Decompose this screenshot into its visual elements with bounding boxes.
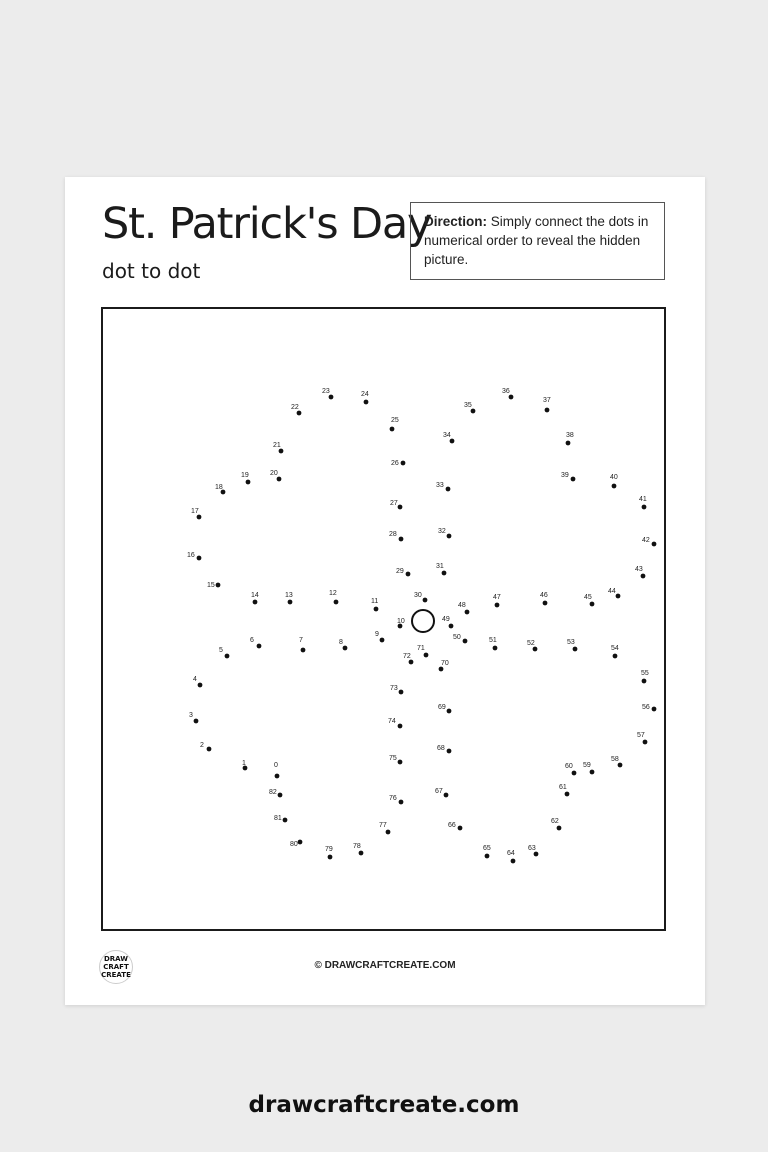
dot-label-58: 58 xyxy=(611,756,619,763)
dot-label-10: 10 xyxy=(397,618,405,625)
dot-label-72: 72 xyxy=(403,653,411,660)
dot-label-12: 12 xyxy=(329,590,337,597)
dot-label-24: 24 xyxy=(361,391,369,398)
dot-68 xyxy=(447,749,452,754)
dot-label-78: 78 xyxy=(353,843,361,850)
dot-0 xyxy=(275,774,280,779)
logo-text: DRAW CRAFT CREATE xyxy=(101,955,131,979)
dot-label-50: 50 xyxy=(453,634,461,641)
dot-2 xyxy=(207,747,212,752)
dot-label-33: 33 xyxy=(436,482,444,489)
dot-label-9: 9 xyxy=(375,631,379,638)
dot-label-13: 13 xyxy=(285,592,293,599)
dot-34 xyxy=(450,439,455,444)
dot-24 xyxy=(364,400,369,405)
dot-label-54: 54 xyxy=(611,645,619,652)
dot-label-40: 40 xyxy=(610,474,618,481)
dot-66 xyxy=(458,826,463,831)
dot-32 xyxy=(447,534,452,539)
dot-label-15: 15 xyxy=(207,582,215,589)
dot-41 xyxy=(642,505,647,510)
dot-label-21: 21 xyxy=(273,442,281,449)
direction-box xyxy=(410,202,665,280)
dot-81 xyxy=(283,818,288,823)
dot-7 xyxy=(301,648,306,653)
dot-3 xyxy=(194,719,199,724)
dot-label-73: 73 xyxy=(390,685,398,692)
dot-27 xyxy=(398,505,403,510)
dot-puzzle-canvas xyxy=(103,309,664,929)
dot-53 xyxy=(573,647,578,652)
dot-80 xyxy=(298,840,303,845)
dot-72 xyxy=(409,660,414,665)
dot-49 xyxy=(449,624,454,629)
dot-label-35: 35 xyxy=(464,402,472,409)
dot-label-79: 79 xyxy=(325,846,333,853)
dot-label-3: 3 xyxy=(189,712,193,719)
dot-15 xyxy=(216,583,221,588)
dot-70 xyxy=(439,667,444,672)
dot-label-8: 8 xyxy=(339,639,343,646)
direction-label: Direction: xyxy=(424,214,488,229)
dot-4 xyxy=(198,683,203,688)
dot-21 xyxy=(279,449,284,454)
dot-label-14: 14 xyxy=(251,592,259,599)
dot-label-52: 52 xyxy=(527,640,535,647)
dot-label-82: 82 xyxy=(269,789,277,796)
dot-label-37: 37 xyxy=(543,397,551,404)
dot-label-62: 62 xyxy=(551,818,559,825)
dot-26 xyxy=(401,461,406,466)
dot-label-4: 4 xyxy=(193,676,197,683)
dot-56 xyxy=(652,707,657,712)
site-footer: drawcraftcreate.com xyxy=(248,1092,520,1118)
dot-63 xyxy=(534,852,539,857)
dot-30 xyxy=(423,598,428,603)
dot-79 xyxy=(328,855,333,860)
dot-60 xyxy=(572,771,577,776)
dot-40 xyxy=(612,484,617,489)
dot-36 xyxy=(509,395,514,400)
dot-label-5: 5 xyxy=(219,647,223,654)
dot-55 xyxy=(642,679,647,684)
dot-58 xyxy=(618,763,623,768)
dot-label-45: 45 xyxy=(584,594,592,601)
dot-label-16: 16 xyxy=(187,552,195,559)
dot-38 xyxy=(566,441,571,446)
dot-22 xyxy=(297,411,302,416)
dot-label-41: 41 xyxy=(639,496,647,503)
dot-23 xyxy=(329,395,334,400)
dot-label-22: 22 xyxy=(291,404,299,411)
dot-14 xyxy=(253,600,258,605)
dot-puzzle-area xyxy=(101,307,666,931)
dot-label-69: 69 xyxy=(438,704,446,711)
dot-label-27: 27 xyxy=(390,500,398,507)
dot-label-2: 2 xyxy=(200,742,204,749)
dot-5 xyxy=(225,654,230,659)
dot-label-77: 77 xyxy=(379,822,387,829)
dot-13 xyxy=(288,600,293,605)
copyright-text: © DRAWCRAFTCREATE.COM xyxy=(314,960,456,971)
dot-28 xyxy=(399,537,404,542)
dot-label-71: 71 xyxy=(417,645,425,652)
dot-11 xyxy=(374,607,379,612)
dot-label-74: 74 xyxy=(388,718,396,725)
dot-8 xyxy=(343,646,348,651)
dot-label-49: 49 xyxy=(442,616,450,623)
dot-label-65: 65 xyxy=(483,845,491,852)
dot-64 xyxy=(511,859,516,864)
start-circle xyxy=(412,610,434,632)
dot-19 xyxy=(246,480,251,485)
dot-37 xyxy=(545,408,550,413)
dot-20 xyxy=(277,477,282,482)
dot-39 xyxy=(571,477,576,482)
dot-label-20: 20 xyxy=(270,470,278,477)
dot-62 xyxy=(557,826,562,831)
dot-label-43: 43 xyxy=(635,566,643,573)
dot-16 xyxy=(197,556,202,561)
dot-label-67: 67 xyxy=(435,788,443,795)
dot-label-28: 28 xyxy=(389,531,397,538)
dot-31 xyxy=(442,571,447,576)
dot-52 xyxy=(533,647,538,652)
dot-label-46: 46 xyxy=(540,592,548,599)
dot-label-34: 34 xyxy=(443,432,451,439)
dot-label-66: 66 xyxy=(448,822,456,829)
worksheet xyxy=(65,177,705,1005)
dot-59 xyxy=(590,770,595,775)
dot-label-11: 11 xyxy=(371,598,379,605)
dot-label-31: 31 xyxy=(436,563,444,570)
dot-label-56: 56 xyxy=(642,704,650,711)
dot-label-63: 63 xyxy=(528,845,536,852)
dot-65 xyxy=(485,854,490,859)
dot-label-30: 30 xyxy=(414,592,422,599)
dot-12 xyxy=(334,600,339,605)
dot-label-48: 48 xyxy=(458,602,466,609)
dot-77 xyxy=(386,830,391,835)
dot-label-18: 18 xyxy=(215,484,223,491)
dot-label-7: 7 xyxy=(299,637,303,644)
dot-9 xyxy=(380,638,385,643)
dot-71 xyxy=(424,653,429,658)
dot-29 xyxy=(406,572,411,577)
dot-45 xyxy=(590,602,595,607)
dot-44 xyxy=(616,594,621,599)
dot-17 xyxy=(197,515,202,520)
dot-label-19: 19 xyxy=(241,472,249,479)
dot-78 xyxy=(359,851,364,856)
dot-label-80: 80 xyxy=(290,841,298,848)
dot-label-55: 55 xyxy=(641,670,649,677)
dot-label-68: 68 xyxy=(437,745,445,752)
dot-47 xyxy=(495,603,500,608)
dot-33 xyxy=(446,487,451,492)
dot-label-38: 38 xyxy=(566,432,574,439)
dot-label-53: 53 xyxy=(567,639,575,646)
dot-label-47: 47 xyxy=(493,594,501,601)
dot-46 xyxy=(543,601,548,606)
dot-label-1: 1 xyxy=(242,760,246,767)
dot-label-81: 81 xyxy=(274,815,282,822)
page-subtitle: dot to dot xyxy=(102,259,201,283)
direction-text: Simply connect the dots in numerical order to reveal the hidden picture. xyxy=(424,214,649,267)
dot-label-76: 76 xyxy=(389,795,397,802)
dot-50 xyxy=(463,639,468,644)
dot-label-6: 6 xyxy=(250,637,254,644)
dot-42 xyxy=(652,542,657,547)
dot-label-39: 39 xyxy=(561,472,569,479)
dot-label-32: 32 xyxy=(438,528,446,535)
dot-73 xyxy=(399,690,404,695)
dot-43 xyxy=(641,574,646,579)
dot-label-61: 61 xyxy=(559,784,567,791)
dot-label-42: 42 xyxy=(642,537,650,544)
dot-label-25: 25 xyxy=(391,417,399,424)
dot-label-26: 26 xyxy=(391,460,399,467)
dot-label-64: 64 xyxy=(507,850,515,857)
dot-67 xyxy=(444,793,449,798)
dot-61 xyxy=(565,792,570,797)
dot-54 xyxy=(613,654,618,659)
dot-51 xyxy=(493,646,498,651)
dot-6 xyxy=(257,644,262,649)
page-title: St. Patrick's Day xyxy=(102,199,432,249)
dot-75 xyxy=(398,760,403,765)
dot-label-57: 57 xyxy=(637,732,645,739)
dot-label-51: 51 xyxy=(489,637,497,644)
dot-82 xyxy=(278,793,283,798)
dot-label-59: 59 xyxy=(583,762,591,769)
dot-label-60: 60 xyxy=(565,763,573,770)
dot-76 xyxy=(399,800,404,805)
dot-label-44: 44 xyxy=(608,588,616,595)
dot-label-36: 36 xyxy=(502,388,510,395)
dot-48 xyxy=(465,610,470,615)
dot-label-23: 23 xyxy=(322,388,330,395)
dot-69 xyxy=(447,709,452,714)
dot-74 xyxy=(398,724,403,729)
dot-label-17: 17 xyxy=(191,508,199,515)
dot-35 xyxy=(471,409,476,414)
dot-57 xyxy=(643,740,648,745)
dot-label-0: 0 xyxy=(274,762,278,769)
dot-label-29: 29 xyxy=(396,568,404,575)
dot-label-75: 75 xyxy=(389,755,397,762)
dot-label-70: 70 xyxy=(441,660,449,667)
dot-25 xyxy=(390,427,395,432)
